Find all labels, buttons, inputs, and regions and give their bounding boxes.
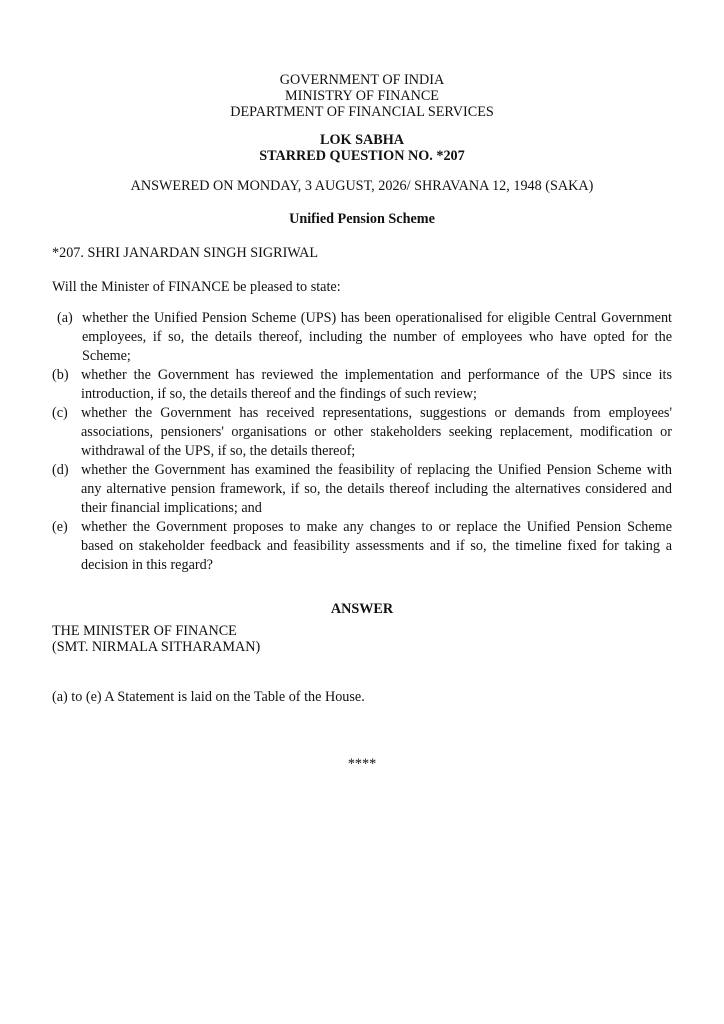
subject-title: Unified Pension Scheme [289, 211, 435, 227]
minister-block [52, 623, 672, 655]
question-item-b [52, 366, 672, 404]
question-heading [52, 132, 672, 164]
question-item-c [52, 404, 672, 461]
question-text: whether the Government has examined the feasibility of replacing the Unified Pension Scheme with any alternative pension framework, if so, the details thereof including the alternatives considered and their financial implications; and [81, 462, 672, 516]
question-label: (e) [52, 519, 68, 535]
end-marker: **** [347, 756, 377, 772]
house-name: LOK SABHA [320, 132, 404, 148]
question-item-e [52, 518, 672, 575]
question-label: (c) [52, 405, 68, 421]
question-text: whether the Government proposes to make any changes to or replace the Unified Pension Scheme based on stakeholder feedback and feasibility assessments and if so, the timeline fixed for taking a decision in this regard? [81, 519, 672, 573]
question-label: (b) [52, 367, 69, 383]
minister-name: (SMT. NIRMALA SITHARAMAN) [52, 639, 261, 655]
question-text: whether the Government has received representations, suggestions or demands from employees' associations, pensioners' organisations or other stakeholders seeking replacement, modification or withdrawal of the UPS, if so, the details thereof; [81, 405, 672, 459]
answer-statement: (a) to (e) A Statement is laid on the Table of the House. [52, 689, 365, 705]
question-text: whether the Unified Pension Scheme (UPS) has been operationalised for eligible Central Government employees, if so, the details thereof, including the number of employees who have opted for the Scheme; [82, 310, 672, 364]
question-label: (d) [52, 462, 69, 478]
question-list [52, 309, 672, 575]
question-label: (a) [57, 310, 73, 326]
question-preamble: Will the Minister of FINANCE be pleased to state: [52, 279, 341, 295]
answered-date: ANSWERED ON MONDAY, 3 AUGUST, 2026/ SHRAVANA 12, 1948 (SAKA) [130, 178, 594, 194]
document-header [52, 72, 672, 120]
question-number: STARRED QUESTION NO. *207 [259, 148, 465, 164]
ministry-line: MINISTRY OF FINANCE [285, 88, 439, 104]
question-text: whether the Government has reviewed the implementation and performance of the UPS since its introduction, if so, the details thereof and the findings of such review; [81, 367, 672, 402]
department-line: DEPARTMENT OF FINANCIAL SERVICES [230, 104, 494, 120]
asked-by: *207. SHRI JANARDAN SINGH SIGRIWAL [52, 245, 319, 261]
answer-heading: ANSWER [330, 601, 394, 617]
government-line: GOVERNMENT OF INDIA [279, 72, 445, 88]
question-item-d [52, 461, 672, 518]
question-item-a [52, 309, 672, 366]
minister-title: THE MINISTER OF FINANCE [52, 623, 237, 639]
